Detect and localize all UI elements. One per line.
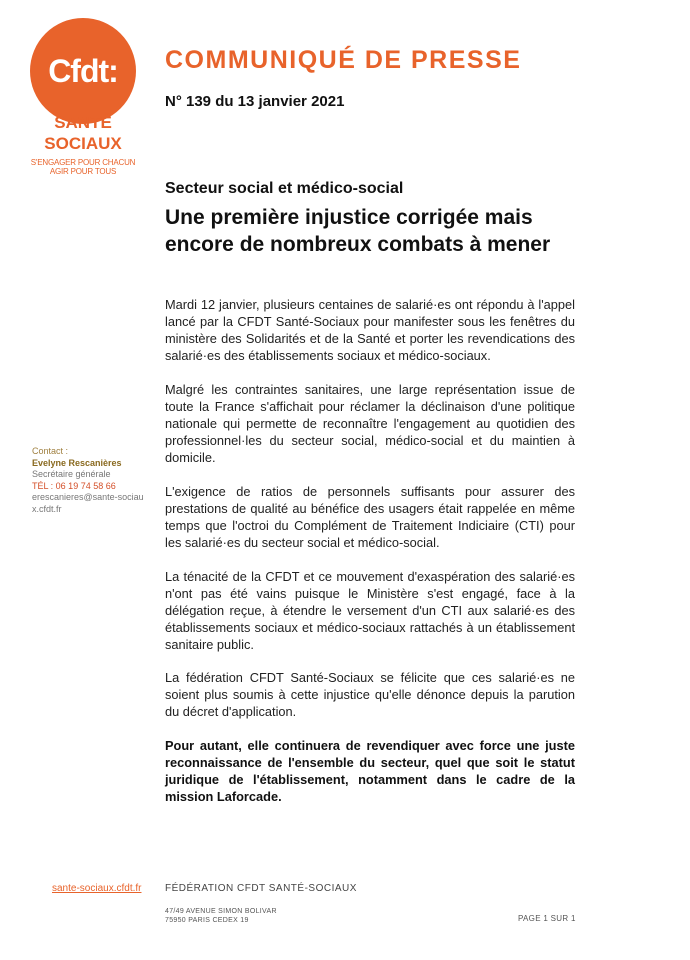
contact-email[interactable]: erescanieres@sante-sociaux.cfdt.fr xyxy=(32,492,144,514)
contact-name: Evelyne Rescanières xyxy=(32,457,122,468)
article-headline: Une première injustice corrigée mais encore de nombreux combats à mener xyxy=(165,206,551,256)
footer-federation: FÉDÉRATION CFDT SANTÉ-SOCIAUX xyxy=(165,883,357,894)
contact-role: Secrétaire générale xyxy=(32,469,111,479)
paragraph-3: L'exigence de ratios de personnels suffisants pour assurer des prestations de qualité au bénéfice des usagers était rappelée en même temps que l'octroi du Complément de Traitement Indiciaire (CTI) pour les salarié·es du secteur social et médico-social. xyxy=(165,484,575,550)
contact-block xyxy=(32,446,147,515)
logo-line-sante: SANTÉ xyxy=(54,113,112,132)
cfdt-logo xyxy=(30,18,136,124)
contact-phone[interactable]: TÉL : 06 19 74 58 66 xyxy=(32,480,116,491)
footer-address-line-2: 75950 PARIS CEDEX 19 xyxy=(165,917,249,924)
press-release-title: COMMUNIQUÉ DE PRESSE xyxy=(165,46,522,74)
logo-tagline-1: S'ENGAGER POUR CHACUN xyxy=(30,158,136,167)
article-subtitle: Secteur social et médico-social xyxy=(165,180,404,197)
paragraph-6-conclusion: Pour autant, elle continuera de revendiquer avec force une juste reconnaissance de l'ensemble du secteur, quel que soit le statut juridique de l'établissement, notamment dans le cadre de la mission Laforcade. xyxy=(165,738,575,804)
paragraph-2: Malgré les contraintes sanitaires, une large représentation issue de toute la France s'affichait pour réclamer la déclinaison d'une politique nationale qui permette de reconnaître l'engagement au quotidien des professionnel·les du secteur social, médico-social et du maintien à domicile. xyxy=(165,382,575,465)
paragraph-1: Mardi 12 janvier, plusieurs centaines de salarié·es ont répondu à l'appel lancé par la CFDT Santé-Sociaux pour manifester sous les fenêtres du ministère des Solidarités et de la Santé et porter les revendications des salarié·es des établissements sociaux et médico-sociaux. xyxy=(165,297,575,363)
logo-tagline-2: AGIR POUR TOUS xyxy=(49,167,117,176)
footer-page-number: PAGE 1 SUR 1 xyxy=(518,914,576,923)
paragraph-4: La ténacité de la CFDT et ce mouvement d'exaspération des salarié·es n'ont pas été vains puisque le Ministère s'est engagé, face à la délégation reçue, à étendre le versement d'un CTI aux salarié·es des établissements sociaux et médico-sociaux rattachés à un établissement sanitaire public. xyxy=(165,569,575,652)
press-release-number: N° 139 du 13 janvier 2021 xyxy=(165,93,345,110)
contact-label: Contact : xyxy=(32,446,69,456)
paragraph-5: La fédération CFDT Santé-Sociaux se félicite que ces salarié·es ne soient plus soumis à cette injustice qu'elle dénonce depuis la parution du décret d'application. xyxy=(165,670,575,719)
footer-website-link[interactable]: sante-sociaux.cfdt.fr xyxy=(52,883,142,894)
logo-line-sociaux: SOCIAUX xyxy=(44,134,122,153)
logo-brand: Cfdt: xyxy=(48,52,118,89)
footer-address-line-1: 47/49 AVENUE SIMON BOLIVAR xyxy=(165,908,277,915)
